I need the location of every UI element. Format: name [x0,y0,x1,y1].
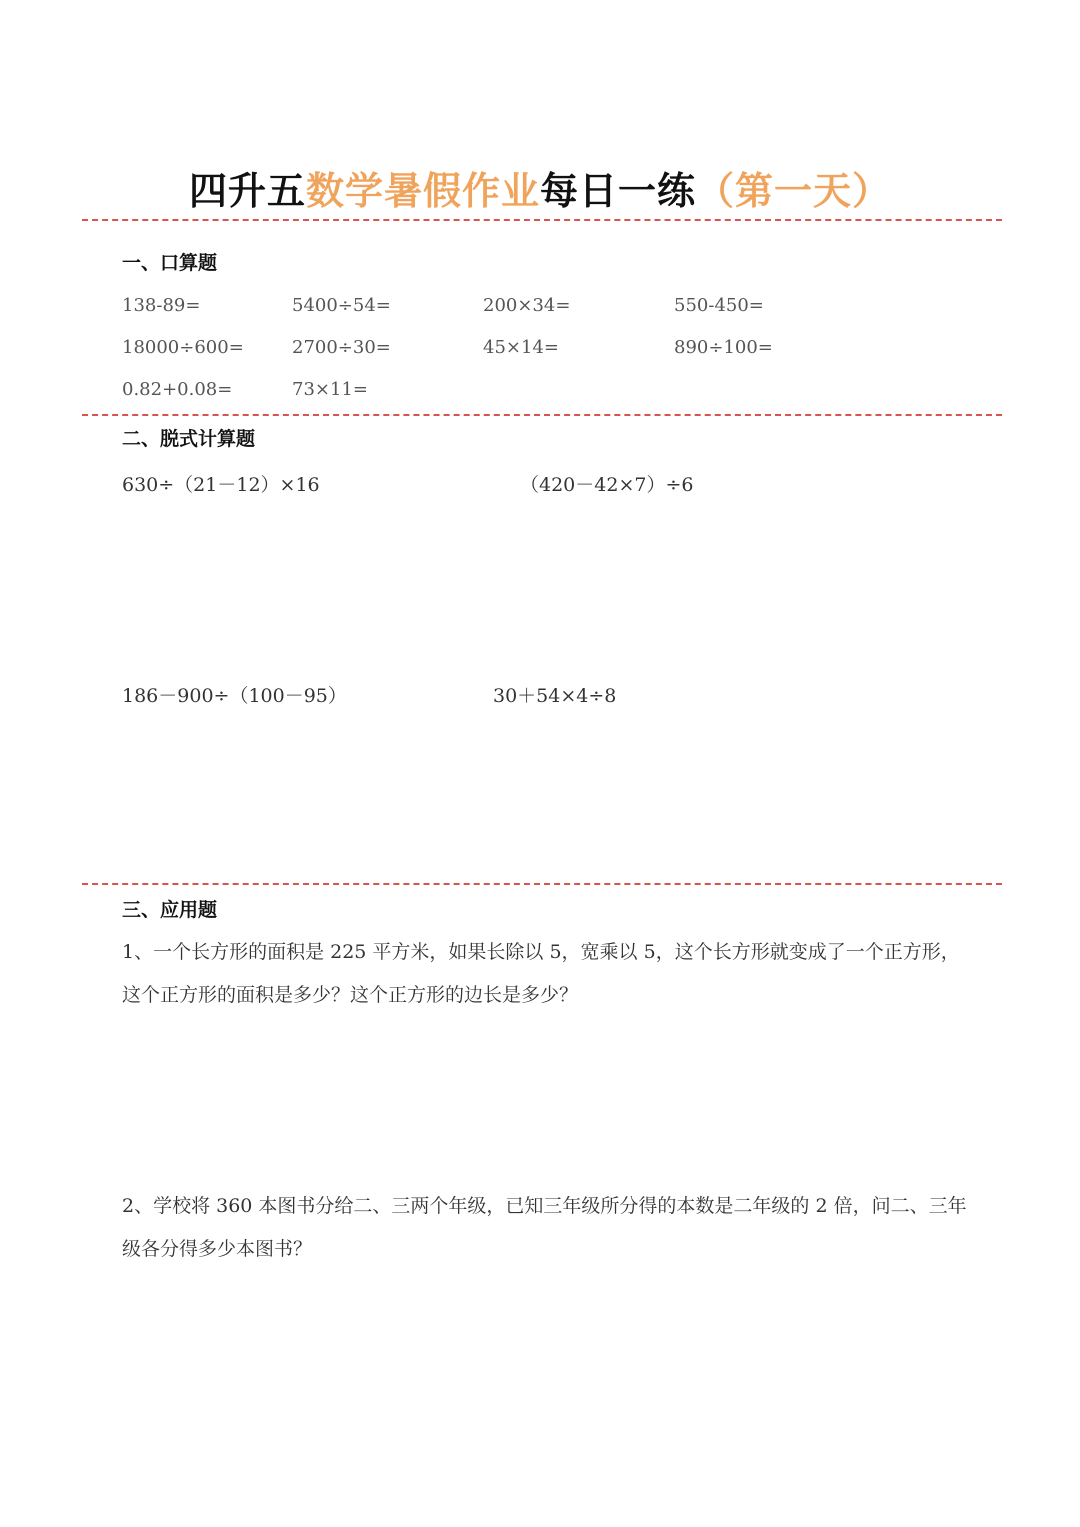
oral-item: 0.82+0.08= [122,379,233,400]
divider-middle [82,414,1002,416]
title-part-1: 四升五 [188,169,306,213]
oral-item: 200×34= [483,295,571,316]
section-calc-heading: 二、脱式计算题 [122,428,256,450]
title-part-4: （第一天） [696,169,892,213]
oral-item: 550-450= [674,295,764,316]
section-oral-heading: 一、口算题 [122,252,218,274]
title-part-2: 数学暑假作业 [305,169,540,213]
calc-item: （420－42×7）÷6 [520,474,694,496]
oral-item: 5400÷54= [292,295,391,316]
calc-item: 30＋54×4÷8 [493,685,617,707]
oral-item: 2700÷30= [292,337,391,358]
title-part-3: 每日一练 [540,169,697,213]
word-problem-1: 1、一个长方形的面积是 225 平方米，如果长除以 5，宽乘以 5，这个长方形就变成了一个正方形，这个正方形的面积是多少？这个正方形的边长是多少？ [122,941,960,1006]
oral-item: 890÷100= [674,337,773,358]
word-problem-2: 2、学校将 360 本图书分给二、三两个年级，已知三年级所分得的本数是二年级的 2 倍，问二、三年级各分得多少本图书？ [122,1195,967,1260]
oral-item: 73×11= [292,379,368,400]
calc-item: 630÷（21－12）×16 [122,474,320,496]
calc-item: 186－900÷（100－95） [122,685,347,707]
oral-item: 138-89= [122,295,201,316]
page-title [0,160,1080,215]
divider-top [82,219,1002,221]
divider-lower [82,883,1002,885]
section-word-heading: 三、应用题 [122,899,218,921]
oral-item: 45×14= [483,337,559,358]
oral-item: 18000÷600= [122,337,244,358]
